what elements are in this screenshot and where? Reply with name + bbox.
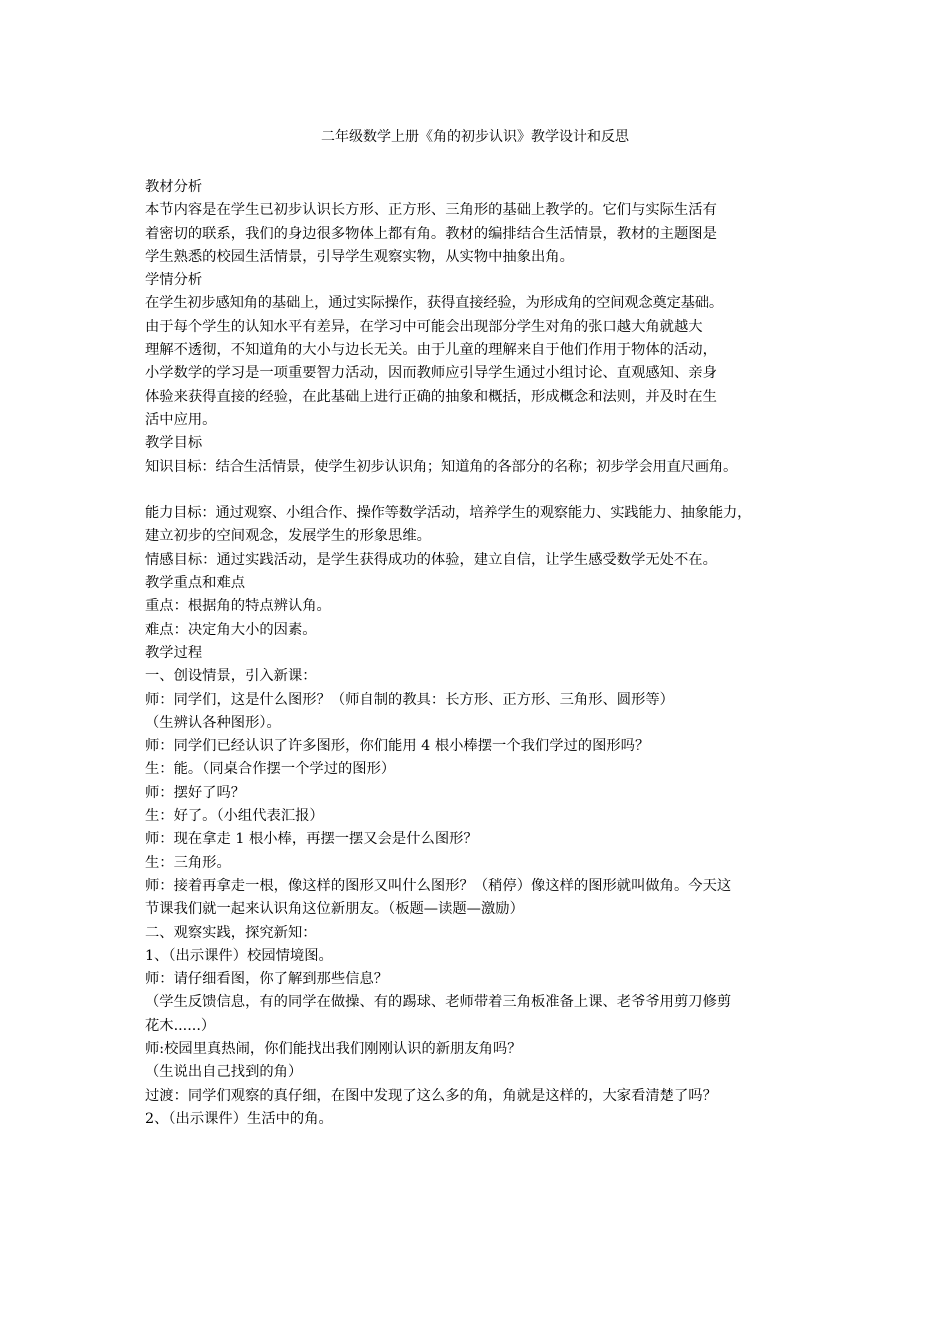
dialogue-line: 过渡：同学们观察的真仔细，在图中发现了这么多的角，角就是这样的，大家看清楚了吗？ [145,1087,717,1104]
section-heading: 二、观察实践，探究新知： [145,924,317,941]
dialogue-line: （学生反馈信息，有的同学在做操、有的踢球、老师带着三角板准备上课、老爷爷用剪刀修剪 [145,994,732,1011]
heading-textbook-analysis: 教材分析 [145,179,203,195]
dialogue-line: 节课我们就一起来认识角这位新朋友。（板题—读题—激励） [145,901,524,918]
dialogue-line: 师：接着再拿走一根，像这样的图形又叫什么图形？（稍停）像这样的图形就叫做角。今天这 [145,877,732,894]
list-item: 1、（出示课件）校园情境图。 [145,947,333,964]
heading-teaching-process: 教学过程 [145,644,203,661]
dialogue-line: 师：现在拿走 1 根小棒，再摆一摆又会是什么图形？ [145,831,478,848]
dialogue-line: 生：能。（同桌合作摆一个学过的图形） [145,761,396,778]
paragraph-line: 能力目标：通过观察、小组合作、操作等数学活动，培养学生的观察能力、实践能力、抽象能力， [145,505,752,522]
paragraph-line: 难点：决定角大小的因素。 [145,621,317,638]
document-title: 二年级数学上册《角的初步认识》教学设计和反思 [321,129,629,145]
paragraph-line: 小学数学的学习是一项重要智力活动，因而教师应引导学生通过小组讨论、直观感知、亲身 [145,365,717,382]
paragraph-line: 知识目标：结合生活情景，使学生初步认识角；知道角的各部分的名称；初步学会用直尺画角。 [145,458,738,475]
paragraph-line: 由于每个学生的认知水平有差异，在学习中可能会出现部分学生对角的张口越大角就越大 [145,318,703,335]
heading-teaching-goals: 教学目标 [145,435,203,452]
dialogue-line: 师：请仔细看图，你了解到那些信息？ [145,971,389,988]
dialogue-line: 师：摆好了吗？ [145,784,246,801]
heading-student-analysis: 学情分析 [145,272,203,289]
document-body [145,176,825,1131]
dialogue-line: 花木......） [145,1017,216,1034]
dialogue-line: 师：同学们已经认识了许多图形，你们能用 4 根小棒摆一个我们学过的图形吗？ [145,738,650,755]
paragraph-line: 活中应用。 [145,411,217,428]
dialogue-line: 生：好了。（小组代表汇报） [145,808,324,825]
heading-key-points: 教学重点和难点 [145,575,246,592]
paragraph-line: 重点：根据角的特点辨认角。 [145,598,331,615]
list-item: 2、（出示课件）生活中的角。 [145,1110,333,1127]
paragraph-line: 理解不透彻，不知道角的大小与边长无关。由于儿童的理解来自于他们作用于物体的活动， [145,342,717,359]
section-heading: 一、创设情景，引入新课： [145,668,317,685]
paragraph-line: 本节内容是在学生已初步认识长方形、正方形、三角形的基础上教学的。它们与实际生活有 [145,202,717,219]
dialogue-line: 生：三角形。 [145,854,231,871]
dialogue-line: 师:校园里真热闹，你们能找出我们刚刚认识的新朋友角吗？ [145,1040,522,1057]
paragraph-line: 学生熟悉的校园生活情景，引导学生观察实物，从实物中抽象出角。 [145,248,574,265]
dialogue-line: （生辨认各种图形）。 [145,714,281,731]
paragraph-line: 体验来获得直接的经验，在此基础上进行正确的抽象和概括，形成概念和法则，并及时在生 [145,388,717,405]
dialogue-line: 师：同学们，这是什么图形？（师自制的教具：长方形、正方形、三角形、圆形等） [145,691,674,708]
paragraph-line: 在学生初步感知角的基础上，通过实际操作，获得直接经验，为形成角的空间观念奠定基础。 [145,295,723,312]
paragraph-line: 建立初步的空间观念，发展学生的形象思维。 [145,528,431,545]
blank-line [145,479,825,502]
paragraph-line: 着密切的联系，我们的身边很多物体上都有角。教材的编排结合生活情景，教材的主题图是 [145,225,717,242]
dialogue-line: （生说出自己找到的角） [145,1064,303,1081]
paragraph-line: 情感目标：通过实践活动，是学生获得成功的体验，建立自信，让学生感受数学无处不在。 [145,551,717,568]
